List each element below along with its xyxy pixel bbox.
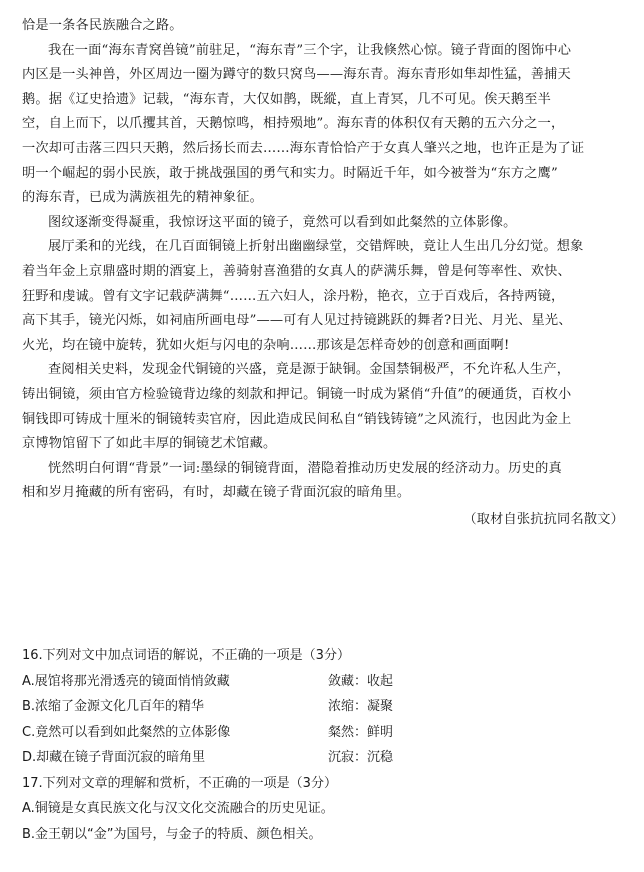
passage-line: 一次却可击落三四只天鹅，然后扬长而去……海东青恰恰产于女真人肇兴之地，也许正是为了证 bbox=[22, 140, 585, 156]
passage-line: 内区是一头神兽，外区周边一圈为蹲守的数只窝鸟——海东青。海东青形如隼却性猛，善捕天 bbox=[22, 67, 571, 83]
passage-line: 京博物馆留下了如此丰厚的铜镜艺术馆藏。 bbox=[22, 436, 277, 452]
passage-line: 着当年金上京鼎盛时期的酒宴上，善骑射喜渔猎的女真人的萨满乐舞，曾是何等率性、欢快、 bbox=[22, 263, 571, 279]
passage-line: 恰是一条各民族融合之路。 bbox=[22, 18, 183, 33]
option-text: D.却藏在镜子背面沉寂的暗角里 bbox=[22, 750, 206, 765]
passage-line: 展厅柔和的光线，在几百面铜镜上折射出幽幽绿堂，交错辉映，竟让人生出几分幻觉。想象 bbox=[48, 239, 584, 255]
answer-option bbox=[22, 720, 628, 746]
passage-line: 铜钱即可铸成十厘米的铜镜转卖官府，因此造成民间私自“销钱铸镜”之风流行，也因此为金上 bbox=[22, 411, 572, 427]
questions-section bbox=[22, 643, 628, 847]
passage-line: 图纹逐渐变得凝重，我惊讶这平面的镜子，竟然可以看到如此粲然的立体影像。 bbox=[48, 214, 517, 230]
passage-line: 的海东青，已成为满族祖先的精神象征。 bbox=[22, 190, 263, 206]
option-gloss: 浓缩：凝聚 bbox=[328, 699, 394, 714]
answer-option bbox=[22, 669, 628, 695]
answer-option bbox=[22, 796, 628, 822]
passage-line: 查阅相关史料，发现金代铜镜的兴盛，竟是源于缺铜。金国禁铜极严，不允许私人生产， bbox=[48, 362, 571, 378]
answer-option bbox=[22, 745, 628, 771]
option-gloss: 敛藏：收起 bbox=[328, 673, 394, 689]
passage-source: （取材自张抗抗同名散文） bbox=[463, 511, 624, 527]
passage-line: 鹅。据《辽史拾遗》记载，“海东青，大仅如鹊，既縱，直上青冥，几不可见。俟天鹅至半 bbox=[22, 91, 552, 107]
option-gloss: 粲然：鲜明 bbox=[328, 724, 394, 740]
passage-line: 空，自上而下，以爪攫其首，天鹅惊鸣，相持殒地”。海东青的体积仅有天鹅的五六分之一， bbox=[22, 116, 565, 132]
answer-option bbox=[22, 694, 628, 720]
option-text: B.金王朝以“金”为国号，与金子的特质、颜色相关。 bbox=[22, 826, 322, 842]
option-gloss: 沉寂：沉稳 bbox=[328, 750, 394, 765]
option-text: A.展馆将那光滑透亮的镜面悄悄敛藏 bbox=[22, 673, 230, 689]
passage-line: 恍然明白何谓“背景”一词:墨绿的铜镜背面，潜隐着推动历史发展的经济动力。历史的真 bbox=[48, 460, 562, 476]
passage bbox=[22, 14, 628, 532]
question-stem: 16.下列对文中加点词语的解说，不正确的一项是（3分） bbox=[22, 648, 350, 663]
passage-line: 铸出铜镜，须由官方检验镜背边缘的刻款和押记。铜镜一时成为紧俏“升值”的硬通货，百枚小 bbox=[22, 386, 572, 402]
passage-line: 狂野和虔诚。曾有文字记载萨满舞“……五六妇人，涂丹粉，艳衣，立于百戏后，各持两镜， bbox=[22, 288, 565, 304]
question-stem: 17.下列对文章的理解和赏析，不正确的一项是（3分） bbox=[22, 775, 337, 791]
option-text: B.浓缩了金源文化几百年的精华 bbox=[22, 699, 205, 714]
option-text: A.铜镜是女真民族文化与汉文化交流融合的历史见证。 bbox=[22, 801, 334, 816]
passage-line: 高下其手，镜光闪烁，如祠庙所画电母”——可有人见过持镜跳跃的舞者?日光、月光、星光、 bbox=[22, 313, 572, 329]
passage-line: 火光，均在镜中旋转，犹如火炬与闪电的杂响……那该是怎样奇妙的创意和画面啊! bbox=[22, 337, 510, 353]
passage-line: 相和岁月掩藏的所有密码，有时，却藏在镜子背面沉寂的暗角里。 bbox=[22, 485, 411, 501]
option-text: C.竟然可以看到如此粲然的立体影像 bbox=[22, 724, 231, 740]
passage-line: 明一个崛起的弱小民族，敢于挑战强国的勇气和实力。时隔近千年，如今被誉为“东方之鹰” bbox=[22, 165, 558, 181]
passage-line: 我在一面“海东青窝兽镜”前驻足，“海东青”三个字，让我倏然心惊。镜子背面的图饰中心 bbox=[48, 42, 572, 58]
answer-option bbox=[22, 822, 628, 848]
